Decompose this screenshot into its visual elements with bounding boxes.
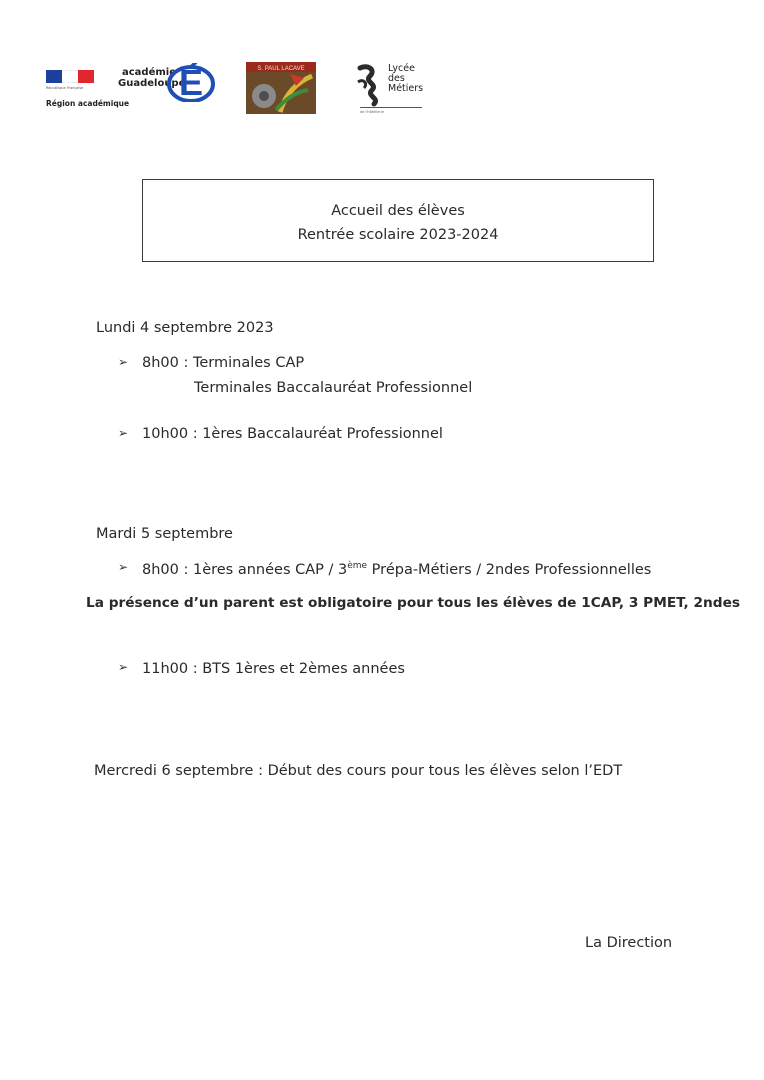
day2-item1-start: 8h00 : 1ères années CAP / 3	[142, 562, 348, 578]
lycee-underline	[360, 107, 422, 108]
title-line2: Rentrée scolaire 2023-2024	[297, 227, 499, 243]
bullet-arrow-icon: ➢	[118, 426, 129, 440]
day1-item1: 8h00 : Terminales CAP	[142, 355, 305, 371]
lycee-tiny-caption: de l'hôtellerie	[360, 110, 384, 114]
lycee-line2: des	[388, 72, 405, 84]
bullet-arrow-icon: ➢	[118, 660, 129, 674]
lycee-line1: Lycée	[388, 63, 415, 74]
signature: La Direction	[585, 935, 673, 951]
day2-item2: 11h00 : BTS 1ères et 2èmes années	[142, 661, 405, 677]
bullet-arrow-icon: ➢	[118, 355, 129, 369]
parent-notice: La présence d’un parent est obligatoire pour tous les élèves de 1CAP, 3 PMET, 2ndes	[86, 595, 741, 611]
day3-label: Mercredi 6 septembre : Début des cours pour tous les élèves selon l’EDT	[94, 763, 623, 779]
day2-item1-superscript: ème	[347, 561, 368, 571]
region-academique-label: Région académique	[46, 99, 130, 108]
academie-e-logo	[164, 58, 218, 102]
bullet-arrow-icon: ➢	[118, 560, 129, 574]
svg-text:S. PAUL LACAVE: S. PAUL LACAVE	[257, 66, 305, 72]
day2-item1	[142, 563, 651, 578]
academie-line2: Guadeloupe	[118, 77, 186, 89]
lycee-line3: Métiers	[388, 82, 424, 94]
academie-line1: académie	[122, 67, 176, 78]
academie-letter: É	[178, 62, 204, 102]
title-box	[142, 179, 654, 262]
title-line1: Accueil des élèves	[331, 203, 465, 219]
paul-lacave-logo	[246, 62, 316, 114]
day2-item1-end: Prépa-Métiers / 2ndes Professionnelles	[367, 562, 652, 578]
french-flag-logo	[46, 70, 94, 83]
day1-item2: 10h00 : 1ères Baccalauréat Professionnel	[142, 426, 443, 442]
day1-item1-continuation: Terminales Baccalauréat Professionnel	[194, 380, 473, 396]
lycee-des-metiers-text	[388, 64, 423, 94]
lycee-des-metiers-icon	[356, 62, 386, 110]
day2-label: Mardi 5 septembre	[96, 526, 233, 542]
republic-caption: République Française	[46, 86, 84, 90]
day1-label: Lundi 4 septembre 2023	[96, 320, 274, 336]
